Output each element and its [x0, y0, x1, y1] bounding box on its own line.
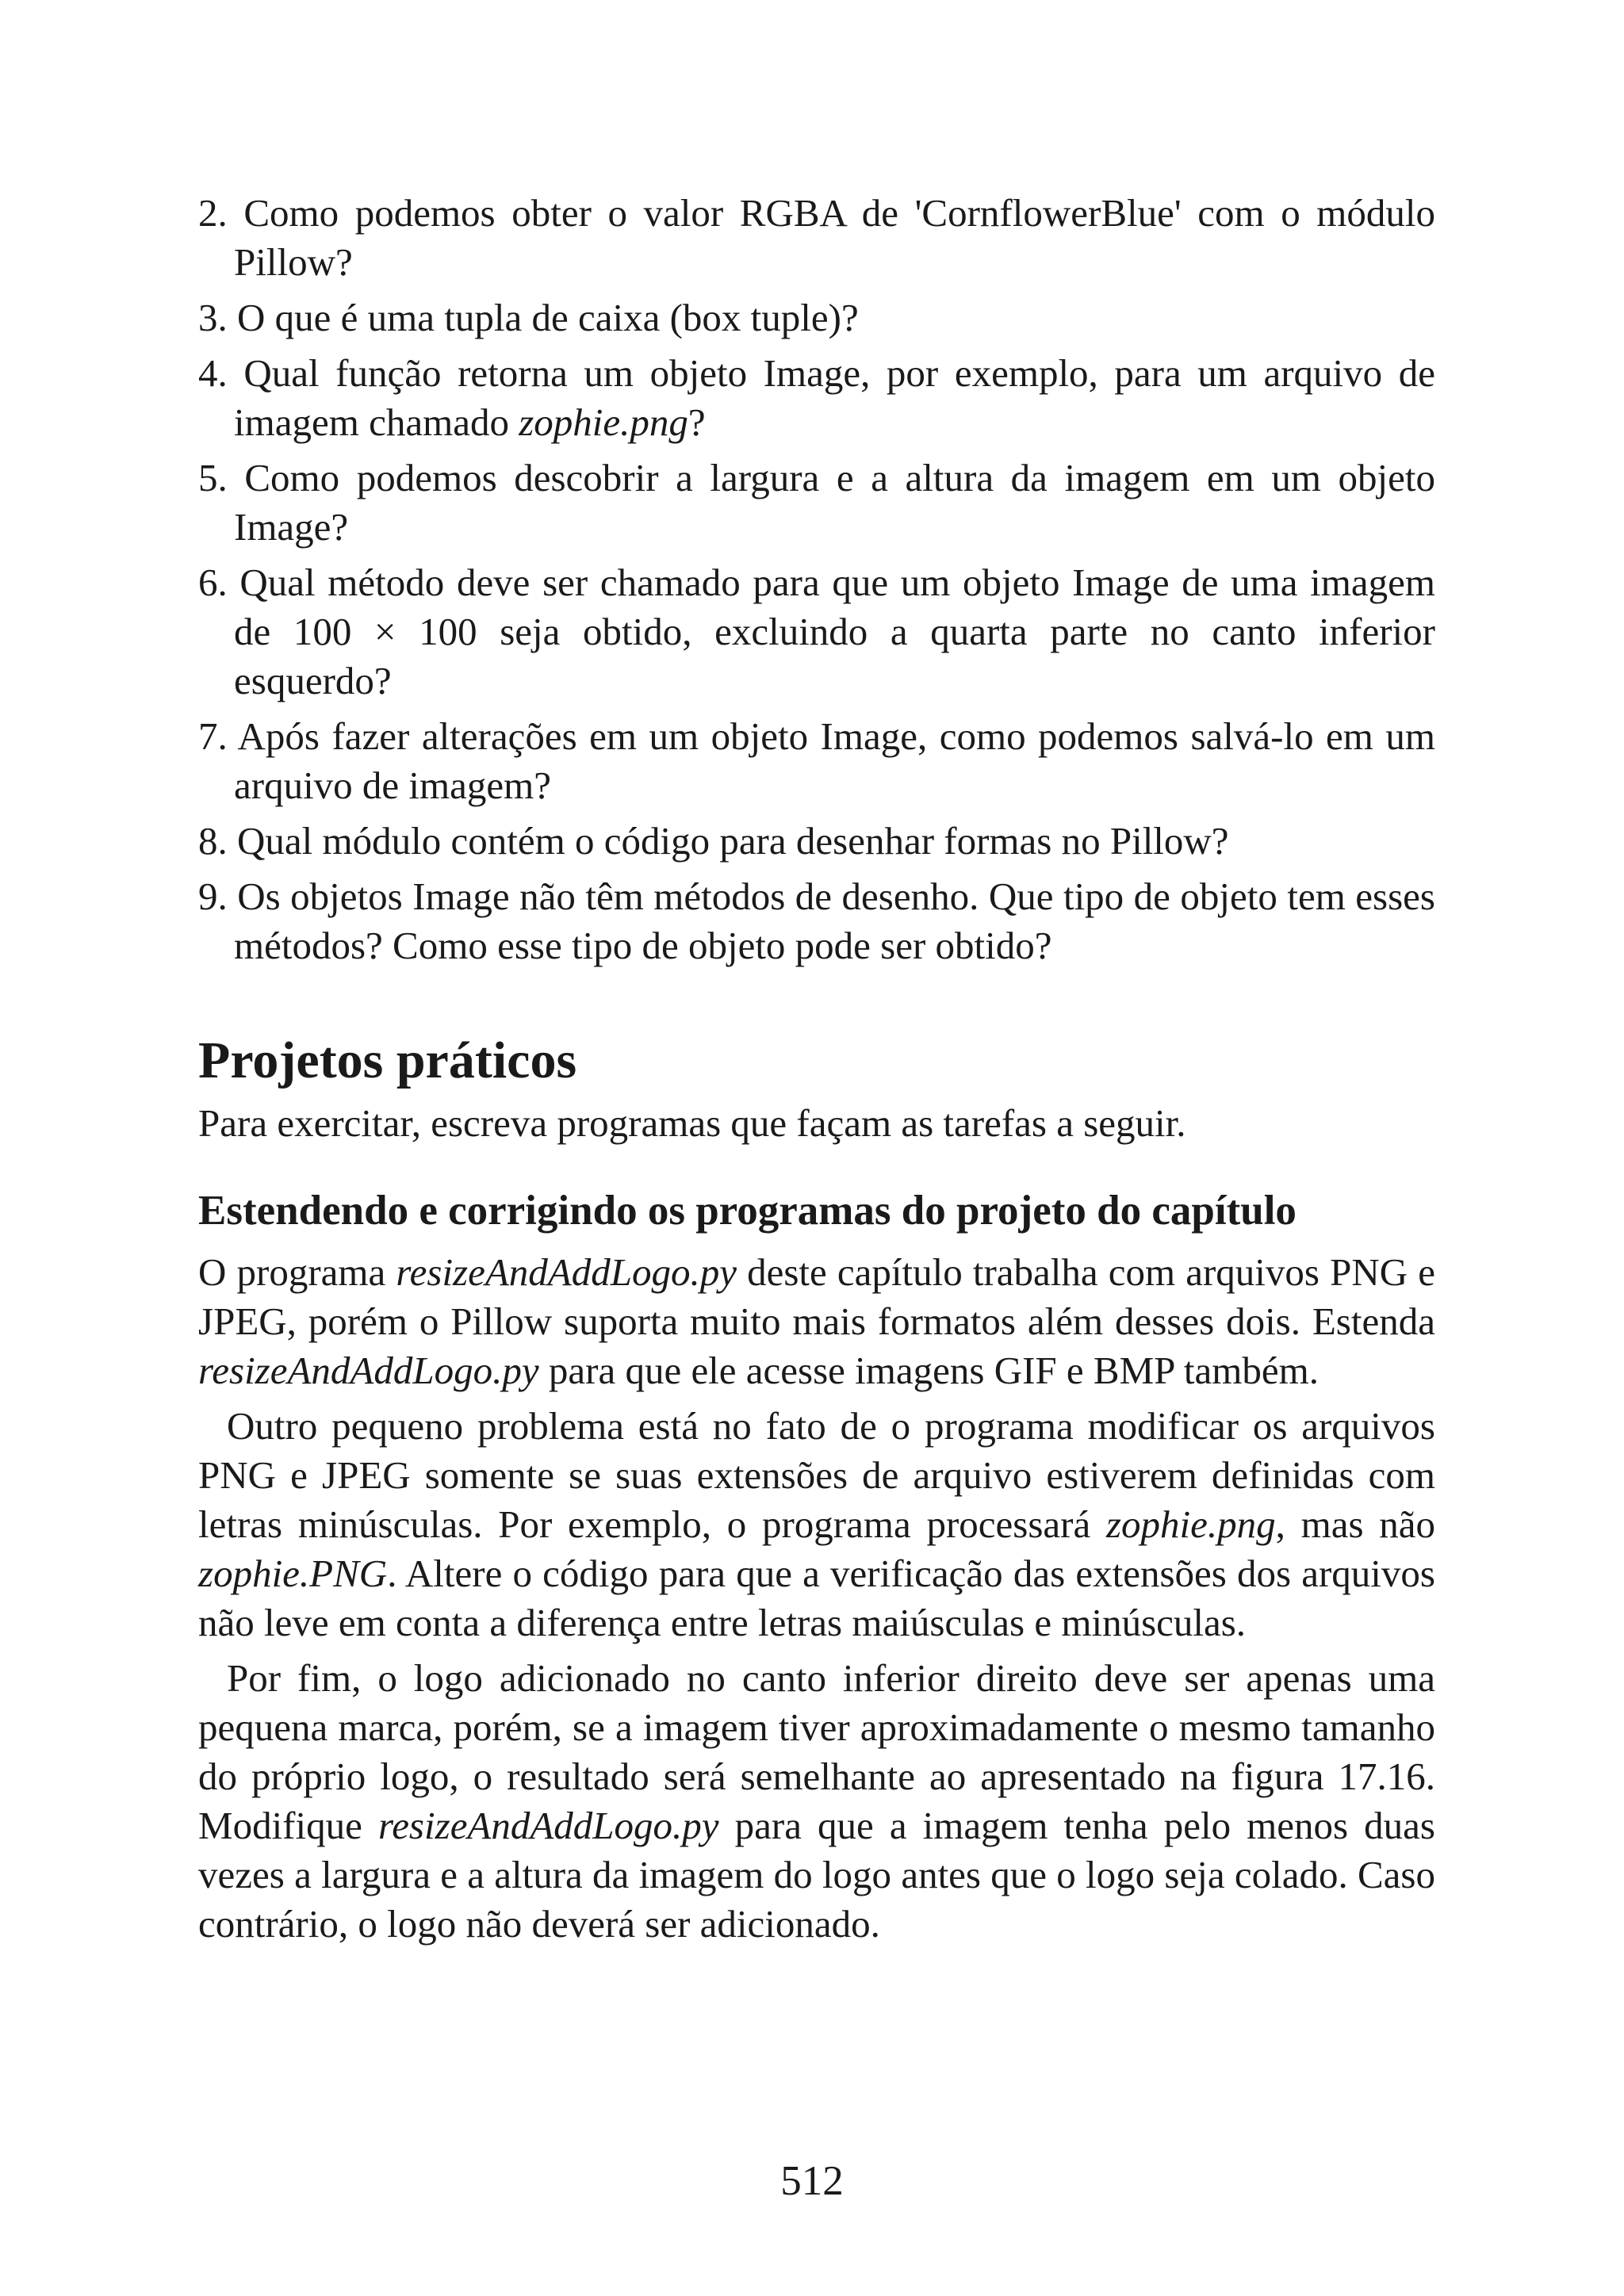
question-number: 4. [198, 351, 228, 395]
question-italic-text: zophie.png [519, 400, 688, 444]
question-text: Qual função retorna um objeto Image, por exemplo, para um arquivo de imagem chamado [234, 351, 1435, 444]
paragraph-text: . Altere o código para que a verificação das extensões dos arquivos não leve em conta a diferença entre letras maiúsculas e minúsculas. [198, 1552, 1435, 1644]
page-number: 512 [780, 2158, 844, 2204]
question-item [198, 712, 1435, 810]
paragraph-text: deste capítulo trabalha com arquivos PNG e JPEG, porém o Pillow suporta muito mais formatos além desses dois. Estenda [198, 1250, 1435, 1343]
question-text: Os objetos Image não têm métodos de desenho. Que tipo de objeto tem esses métodos? Como esse tipo de objeto pode ser obtido? [234, 874, 1436, 967]
question-number: 2. [198, 191, 228, 235]
question-number: 8. [198, 819, 228, 863]
question-item [198, 349, 1435, 447]
question-text: ? [688, 400, 706, 444]
italic-filename: resizeAndAddLogo.py [396, 1250, 737, 1294]
questions-list [198, 189, 1435, 970]
question-text: Qual método deve ser chamado para que um objeto Image de uma imagem de 100 × 100 seja obtido, excluindo a quarta parte no canto inferior esquerdo? [234, 561, 1435, 702]
paragraph-text: , mas não [1275, 1502, 1435, 1546]
question-number: 3. [198, 296, 228, 339]
question-text: Após fazer alterações em um objeto Image, como podemos salvá-lo em um arquivo de imagem? [234, 714, 1436, 807]
paragraph-text: O programa [198, 1250, 396, 1294]
subsection-body [198, 1248, 1435, 1949]
italic-filename: resizeAndAddLogo.py [377, 1804, 719, 1847]
subsection-title: Estendendo e corrigindo os programas do projeto do capítulo [198, 1188, 1297, 1234]
question-text: Qual módulo contém o código para desenhar formas no Pillow? [237, 819, 1229, 863]
question-item [198, 872, 1435, 970]
paragraph-text: Outro pequeno problema está no fato de o programa modificar os arquivos PNG e JPEG somente se suas extensões de arquivo estiverem definidas com letras minúsculas. Por exemplo, o programa processará [198, 1404, 1435, 1546]
italic-filename: resizeAndAddLogo.py [198, 1349, 539, 1392]
body-paragraph [198, 1402, 1435, 1647]
question-text: Como podemos obter o valor RGBA de 'CornflowerBlue' com o módulo Pillow? [234, 191, 1435, 284]
question-number: 7. [198, 714, 228, 758]
question-item [198, 453, 1435, 552]
body-paragraph [198, 1654, 1435, 1949]
question-item [198, 558, 1435, 706]
question-number: 9. [198, 874, 228, 918]
question-item [198, 189, 1435, 287]
section-intro: Para exercitar, escreva programas que façam as tarefas a seguir. [198, 1101, 1186, 1145]
section-title: Projetos práticos [198, 1031, 577, 1089]
paragraph-text: para que ele acesse imagens GIF e BMP também. [538, 1349, 1319, 1392]
paragraph-text: para que a imagem tenha pelo menos duas vezes a largura e a altura da imagem do logo antes que o logo seja colado. Caso contrário, o logo não deverá ser adicionado. [198, 1804, 1435, 1946]
italic-filename: zophie.png [1105, 1502, 1276, 1546]
page-content [198, 189, 1435, 1955]
question-text: Como podemos descobrir a largura e a altura da imagem em um objeto Image? [234, 456, 1435, 549]
question-text: O que é uma tupla de caixa (box tuple)? [237, 296, 859, 339]
italic-filename: zophie.PNG [198, 1552, 388, 1595]
paragraph-text: Por fim, o logo adicionado no canto inferior direito deve ser apenas uma pequena marca, porém, se a imagem tiver aproximadamente o mesmo tamanho do próprio logo, o resultado será semelhante ao apresentado na figura 17.16. Modifique [198, 1656, 1435, 1847]
question-number: 6. [198, 561, 228, 604]
question-item [198, 293, 1435, 342]
body-paragraph [198, 1248, 1435, 1395]
question-item [198, 817, 1435, 866]
question-number: 5. [198, 456, 228, 499]
